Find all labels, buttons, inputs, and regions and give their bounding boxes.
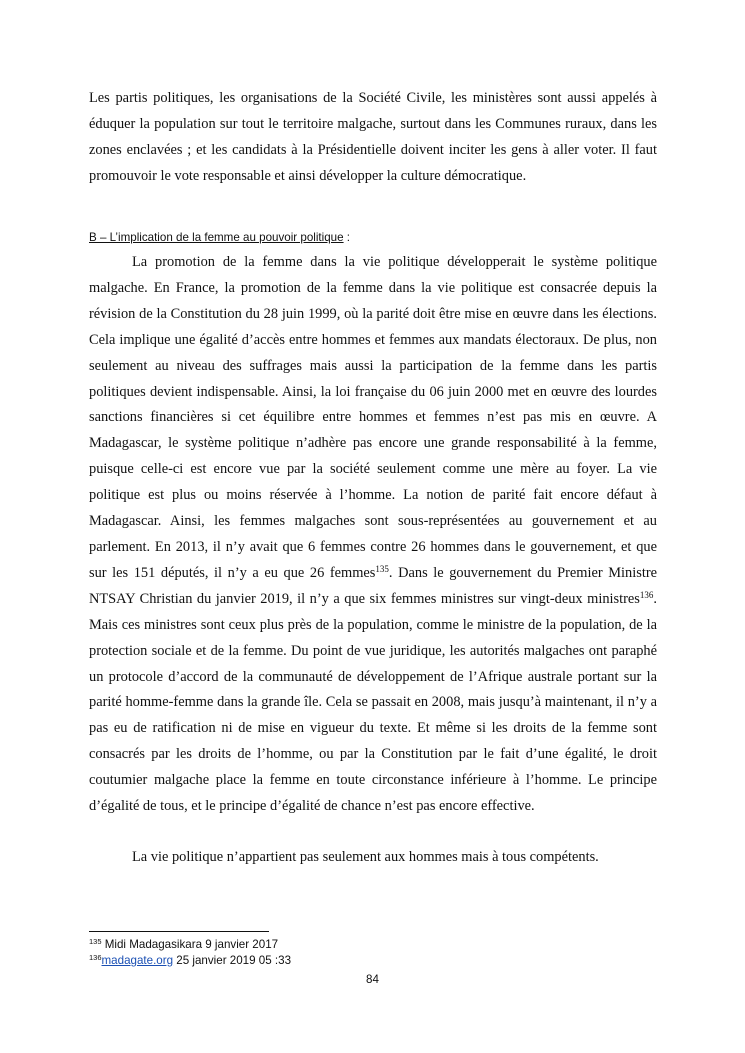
footnote-ref-135[interactable]: 135 — [375, 563, 389, 574]
footnote-number: 135 — [89, 937, 102, 946]
section-heading-suffix: : — [343, 231, 351, 244]
footnote-number: 136 — [89, 953, 102, 962]
paragraph-women-politics — [89, 250, 657, 820]
footnote-135 — [89, 937, 649, 953]
paragraph-women-politics-part3: . Mais ces ministres sont ceux plus près de la population, comme le ministre de la population, de la protection sociale et de la femme. Du point de vue juridique, les autorités malgaches ont paraphé un protocole d’accord de la communauté de développement de l’Afrique australe portant sur la parité homme-femme dans la grande île. Cela se passait en 2008, mais jusqu’à maintenant, il n’y a pas eu de ratification ni de mise en vigueur du texte. Et même si les droits de la femme sont consacrés par les droits de l’homme, ou par la Constitution par le fait d’une égalité, le droit coutumier malgache place la femme en toute circonstance inférieure à l’homme. Le principe d’égalité de tous, et le principe d’égalité de chance n’est pas encore effective. — [89, 590, 657, 815]
section-heading-title: B – L’implication de la femme au pouvoir politique — [89, 231, 344, 244]
footnote-136 — [89, 953, 649, 969]
footnote-link[interactable]: madagate.org — [101, 954, 174, 967]
footnote-text: 25 janvier 2019 05 :33 — [173, 954, 292, 967]
paragraph-conclusion: La vie politique n’appartient pas seulement aux hommes mais à tous compétents. — [132, 849, 599, 865]
page-number: 84 — [366, 973, 379, 986]
footnote-text: Midi Madagasikara 9 janvier 2017 — [101, 938, 279, 951]
footnotes — [89, 937, 649, 969]
footnote-ref-136[interactable]: 136 — [639, 589, 654, 600]
section-heading — [89, 230, 350, 246]
paragraph-voting-education: Les partis politiques, les organisations de la Société Civile, les ministères sont aussi appelés à éduquer la population sur tout le territoire malgache, surtout dans les Communes ruraux, dans les zones enclavées ; et les candidats à la Présidentielle doivent inciter les gens à aller voter. Il faut promouvoir le vote responsable et ainsi développer la culture démocratique. — [89, 90, 657, 184]
paragraph-women-politics-part2: . Dans le gouvernement du Premier Ministre NTSAY Christian du janvier 2019, il n’y a que six femmes ministres sur vingt-deux ministres — [89, 564, 657, 607]
footnote-divider — [89, 931, 269, 932]
paragraph-women-politics-part1: La promotion de la femme dans la vie politique développerait le système politique malgache. En France, la promotion de la femme dans la vie politique est consacrée depuis la révision de la Constitution du 28 juin 1999, où la parité doit être mise en œuvre dans les élections. Cela implique une égalité d’accès entre hommes et femmes aux mandats électoraux. De plus, non seulement au niveau des suffrages mais aussi la participation de la femme dans les partis politiques devient indispensable. Ainsi, la loi française du 06 juin 2000 met en œuvre des lourdes sanctions financières si cet équilibre entre hommes et femmes n’est pas mis en œuvre. A Madagascar, le système politique n’adhère pas encore une grande responsabilité à la femme, puisque celle-ci est encore vue par la société seulement comme une mère au foyer. La vie politique est plus ou moins réservée à l’homme. La notion de parité fait encore défaut à Madagascar. Ainsi, les femmes malgaches sont sous-représentées au gouvernement et au parlement. En 2013, il n’y avait que 6 femmes contre 26 hommes dans le gouvernement, et que sur les 151 députés, il n’y a eu que 26 femmes — [89, 254, 657, 581]
